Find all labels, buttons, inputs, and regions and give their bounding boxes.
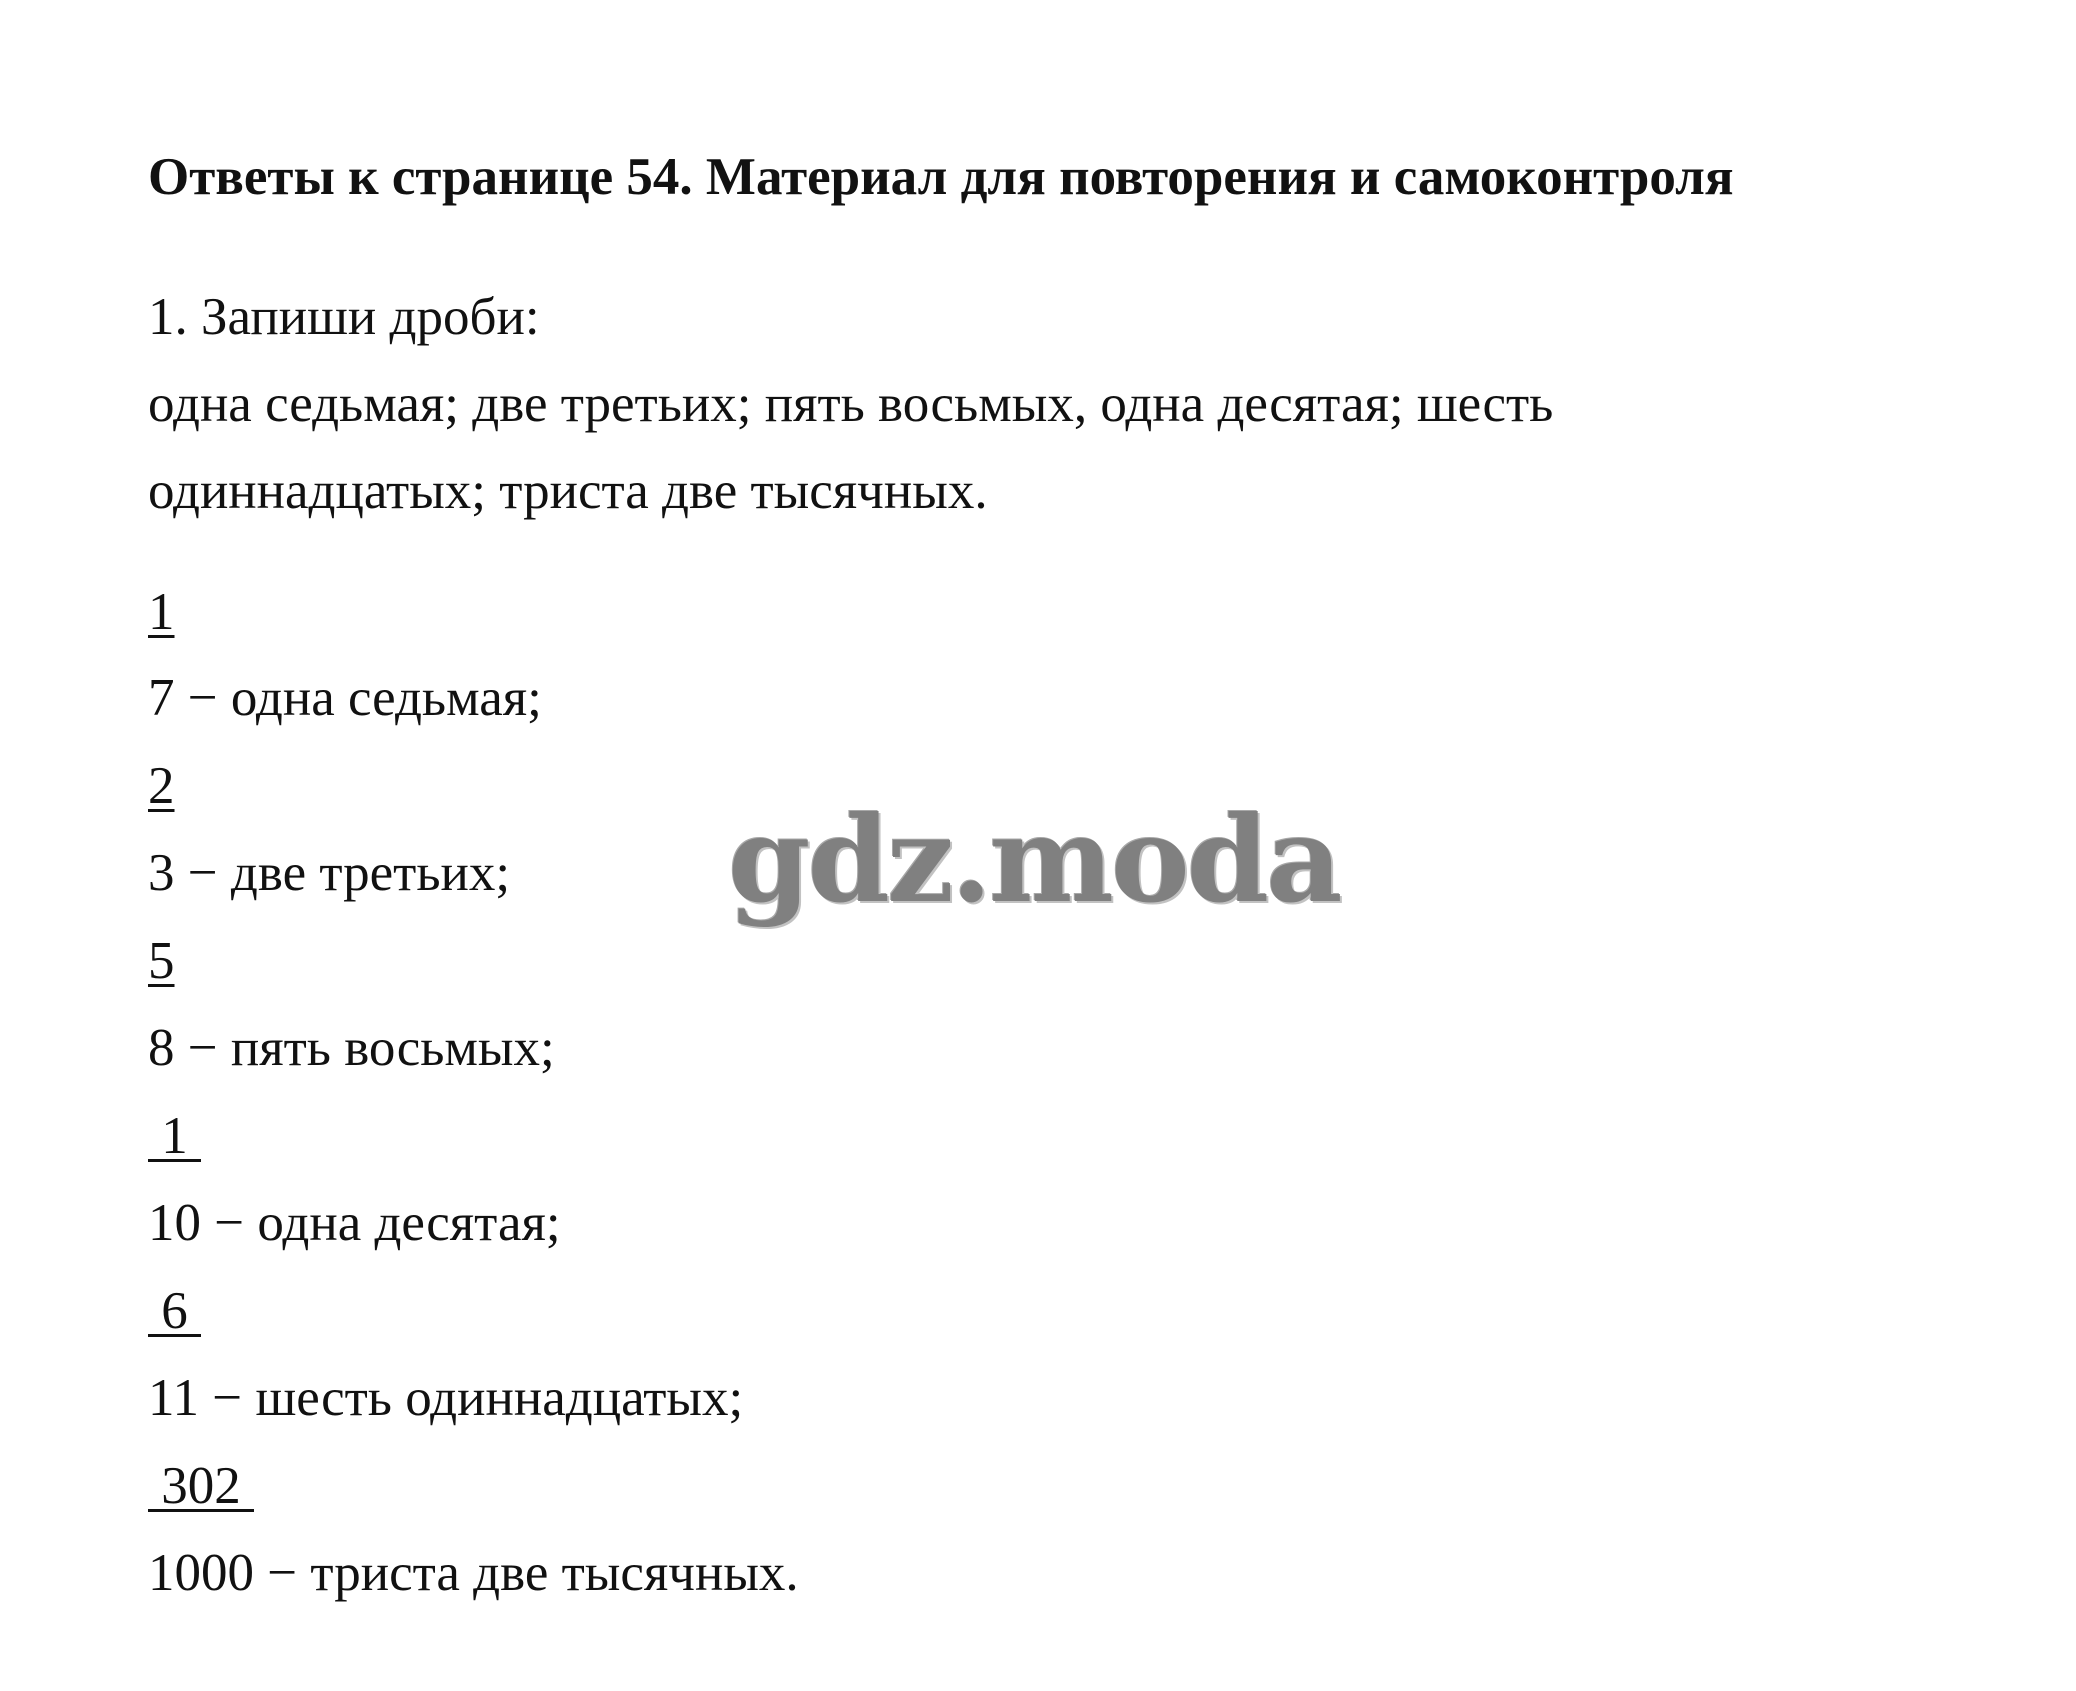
task-text-line-1: одна седьмая; две третьих; пять восьмых, одна десятая; шесть <box>148 375 1554 433</box>
denominator: 7 <box>148 669 175 727</box>
fraction-1-denominator-line <box>148 666 542 730</box>
fraction-2-numerator <box>148 754 175 818</box>
numerator: 302 <box>148 1457 254 1515</box>
fraction-5-denominator-line <box>148 1366 743 1430</box>
page-title: Ответы к странице 54. Материал для повторения и самоконтроля <box>148 148 1734 206</box>
numerator: 6 <box>148 1282 201 1340</box>
fraction-2-denominator-line <box>148 841 510 905</box>
fraction-1-numerator <box>148 580 175 644</box>
fraction-3-numerator <box>148 929 175 993</box>
numerator: 1 <box>148 1107 201 1165</box>
denominator: 1000 <box>148 1544 254 1602</box>
numerator: 2 <box>148 757 175 815</box>
denominator: 3 <box>148 844 175 902</box>
watermark-logo: gdz.moda <box>728 790 1340 929</box>
dash: − <box>187 844 218 902</box>
fraction-words: одна десятая; <box>257 1194 561 1252</box>
fraction-4-numerator <box>148 1104 201 1168</box>
denominator: 8 <box>148 1019 175 1077</box>
fraction-words: две третьих; <box>230 844 511 902</box>
fraction-words: шесть одиннадцатых; <box>255 1369 744 1427</box>
dash: − <box>187 669 218 727</box>
task-heading: 1. Запиши дроби: <box>148 288 540 346</box>
fraction-4-denominator-line <box>148 1191 561 1255</box>
fraction-words: триста две тысячных. <box>310 1544 799 1602</box>
dash: − <box>187 1019 218 1077</box>
dash: − <box>214 1194 245 1252</box>
fraction-6-numerator <box>148 1454 254 1518</box>
fraction-6-denominator-line <box>148 1541 799 1605</box>
numerator: 5 <box>148 932 175 990</box>
fraction-words: одна седьмая; <box>230 669 542 727</box>
dash: − <box>212 1369 243 1427</box>
denominator: 10 <box>148 1194 201 1252</box>
task-text-line-2: одиннадцатых; триста две тысячных. <box>148 462 988 520</box>
numerator: 1 <box>148 583 175 641</box>
denominator: 11 <box>148 1369 200 1427</box>
fraction-5-numerator <box>148 1279 201 1343</box>
fraction-3-denominator-line <box>148 1016 555 1080</box>
dash: − <box>267 1544 298 1602</box>
fraction-words: пять восьмых; <box>230 1019 555 1077</box>
